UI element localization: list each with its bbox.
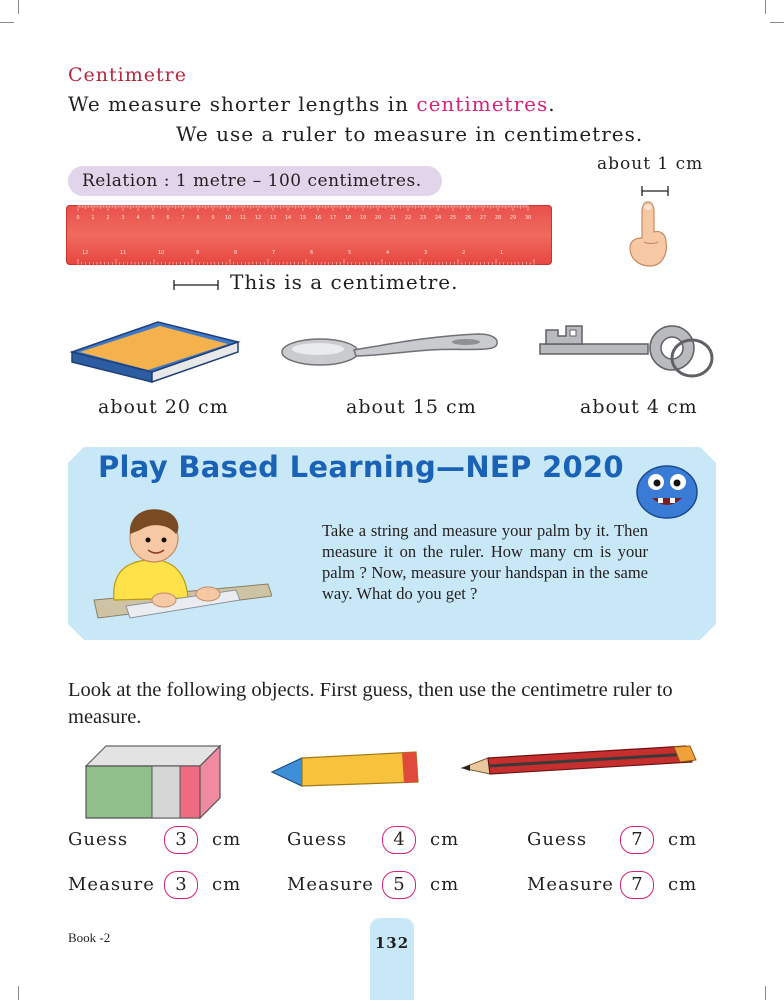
unit-label: cm: [668, 829, 698, 850]
unit-label: cm: [212, 874, 242, 895]
ruler-number: 19: [359, 215, 367, 221]
ruler-number: 20: [374, 215, 382, 221]
guess-label-3: Guess: [527, 829, 588, 850]
ruler-number: 7: [181, 215, 185, 221]
ruler-number: 14: [284, 215, 292, 221]
ruler-inch-number: 1: [500, 250, 504, 256]
play-title: Play Based Learning—NEP 2020: [98, 450, 624, 484]
ruler-inch-number: 4: [386, 250, 390, 256]
ruler-number: 26: [464, 215, 472, 221]
mascot-icon: [634, 456, 700, 520]
page-number: 132: [370, 918, 414, 1000]
ruler-inch-number: 7: [272, 250, 276, 256]
guess-value-pencil: 7: [620, 826, 654, 854]
measure-label-3: Measure: [527, 874, 614, 895]
ruler-number: 11: [239, 215, 247, 221]
ruler-inch-number: 2: [462, 250, 466, 256]
ruler-inch-number: 9: [196, 250, 200, 256]
ruler-number: 5: [151, 215, 155, 221]
guess-value-eraser: 3: [164, 826, 198, 854]
ruler-number: 17: [329, 215, 337, 221]
ruler-line: We use a ruler to measure in centimetres.: [176, 122, 644, 146]
measure-label-2: Measure: [287, 874, 374, 895]
ruler-number: 28: [494, 215, 502, 221]
ruler-number: 10: [224, 215, 232, 221]
guess-label-2: Guess: [287, 829, 348, 850]
crayon-icon: [268, 748, 430, 792]
exercise-instruction: Look at the following objects. First guess, then use the centimetre ruler to measure.: [68, 679, 673, 728]
ruler-number: 13: [269, 215, 277, 221]
book-label-footer: Book -2: [68, 930, 111, 945]
ruler-inch-number: 8: [234, 250, 238, 256]
unit-label: cm: [430, 874, 460, 895]
ruler-number: 18: [344, 215, 352, 221]
ruler-number: 22: [404, 215, 412, 221]
measure-value-eraser: 3: [164, 871, 198, 899]
ruler-inch-number: 12: [82, 250, 89, 256]
ruler-number: 25: [449, 215, 457, 221]
ruler-inch-number: 5: [348, 250, 352, 256]
crop-mark: [765, 0, 766, 14]
crop-mark: [18, 986, 19, 1000]
centimetre-ruler: [66, 205, 552, 265]
guess-label-1: Guess: [68, 829, 129, 850]
crop-mark: [18, 0, 19, 14]
unit-label: cm: [668, 874, 698, 895]
spoon-icon: [280, 328, 502, 372]
ruler-inch-number: 10: [158, 250, 165, 256]
centimetre-marker-icon: [172, 278, 222, 292]
book-label: about 20 cm: [98, 396, 229, 418]
finger-label: about 1 cm: [597, 154, 704, 174]
highlight-word: centimetres: [416, 92, 549, 116]
measure-value-pencil: 7: [620, 871, 654, 899]
crop-mark: [770, 22, 784, 23]
ruler-number: 21: [389, 215, 397, 221]
pencil-icon: [458, 742, 700, 780]
ruler-scale: [66, 205, 552, 265]
ruler-number: 30: [524, 215, 532, 221]
ruler-inch-number: 11: [120, 250, 127, 256]
ruler-number: 6: [166, 215, 170, 221]
ruler-inch-number: 6: [310, 250, 314, 256]
unit-label: cm: [430, 829, 460, 850]
unit-label: cm: [212, 829, 242, 850]
eraser-icon: [82, 742, 222, 820]
section-title: Centimetre: [68, 64, 187, 86]
measure-label-1: Measure: [68, 874, 155, 895]
ruler-number: 2: [106, 215, 110, 221]
boy-icon: [88, 500, 272, 634]
play-instructions: Take a string and measure your palm by it. Then measure it on the ruler. How many cm is your palm ? Now, measure your handspan in the same way. What do you get ?: [322, 521, 648, 603]
ruler-number: 24: [434, 215, 442, 221]
cm-marker-icon: [640, 186, 672, 196]
crop-mark: [765, 986, 766, 1000]
measure-value-crayon: 5: [382, 871, 416, 899]
finger-icon: [624, 198, 672, 270]
ruler-number: 29: [509, 215, 517, 221]
key-label: about 4 cm: [580, 396, 698, 418]
intro-line: [68, 92, 556, 116]
ruler-number: 27: [479, 215, 487, 221]
ruler-inch-number: 3: [424, 250, 428, 256]
ruler-number: 16: [314, 215, 322, 221]
spoon-label: about 15 cm: [346, 396, 477, 418]
ruler-number: 1: [91, 215, 95, 221]
ruler-number: 9: [211, 215, 215, 221]
intro-text: We measure shorter lengths in: [68, 92, 417, 116]
ruler-number: 4: [136, 215, 140, 221]
ruler-number: 3: [121, 215, 125, 221]
centimetre-caption: This is a centimetre.: [230, 270, 459, 294]
relation-badge: Relation : 1 metre – 100 centimetres.: [68, 166, 442, 196]
key-icon: [536, 318, 718, 380]
guess-value-crayon: 4: [382, 826, 416, 854]
ruler-number: 8: [196, 215, 200, 221]
book-icon: [66, 314, 244, 386]
crop-mark: [0, 22, 14, 23]
ruler-number: 23: [419, 215, 427, 221]
intro-period: .: [548, 92, 556, 116]
ruler-number: 15: [299, 215, 307, 221]
ruler-number: 0: [76, 215, 80, 221]
ruler-number: 12: [254, 215, 262, 221]
